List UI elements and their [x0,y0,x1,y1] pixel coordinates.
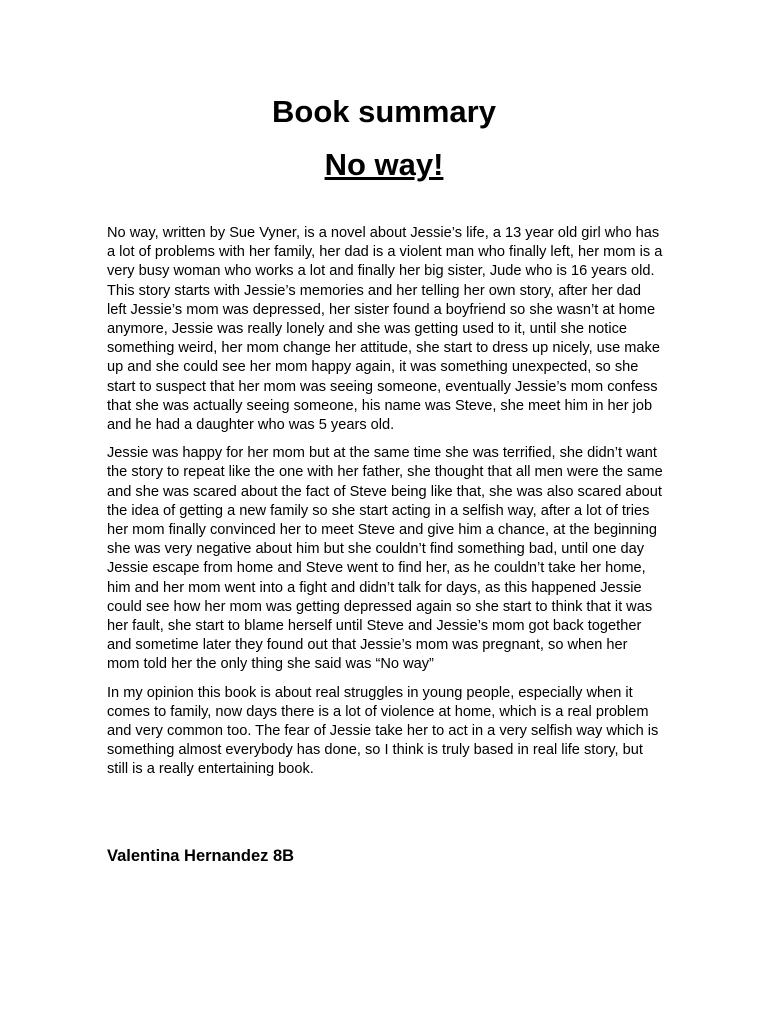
paragraph-opinion: In my opinion this book is about real struggles in young people, especially when it comes to family, now days there is a lot of violence at home, which is a real problem and very common too. The fear of Jessie take her to act in a very selfish way which is something almost everybody has done, so I think is truly based in real life story, but still is a really entertaining book. [107,684,659,778]
paragraph-plot-continued: Jessie was happy for her mom but at the same time she was terrified, she didn’t want the story to repeat like the one with her father, she thought that all men were the same and she was scared about the fact of Steve being like that, she was also scared about the idea of getting a new family so she start acting in a selfish way, after a lot of tries her mom finally convinced her to meet Steve and give him a chance, at the beginning she was very negative about him but she couldn’t find something bad, until one day Jessie escape from home and Steve went to find her, as he couldn’t take her home, him and her mom went into a fight and didn’t talk for days, as this happened Jessie could see how her mom was getting depressed again so she start to think that it was her fault, she start to blame herself until Steve and Jessie’s mom got back together and sometime later they found out that Jessie’s mom was pregnant, so when her mom told her the only thing she said was “No way” [107,445,663,673]
page-title: Book summary [272,94,496,129]
author-signature: Valentina Hernandez 8B [107,847,295,865]
paragraph-plot-intro: No way, written by Sue Vyner, is a novel about Jessie’s life, a 13 year old girl who has a lot of problems with her family, her dad is a violent man who finally left, her mom is a very busy woman who works a lot and finally her big sister, Jude who is 16 years old. This story starts with Jessie’s memories and her telling her own story, after her dad left Jessie’s mom was depressed, her sister found a boyfriend so she wasn’t at home anymore, Jessie was really lonely and she was getting used to it, until she notice something weird, her mom change her attitude, she start to dress up nicely, use make up and she could see her mom happy again, it was something unexpected, so she start to suspect that her mom was seeing someone, eventually Jessie’s mom confess that she was actually seeing someone, his name was Steve, she meet him in her job and he had a daughter who was 5 years old. [107,225,663,434]
book-title: No way! [324,147,444,182]
summary-body [107,224,663,789]
